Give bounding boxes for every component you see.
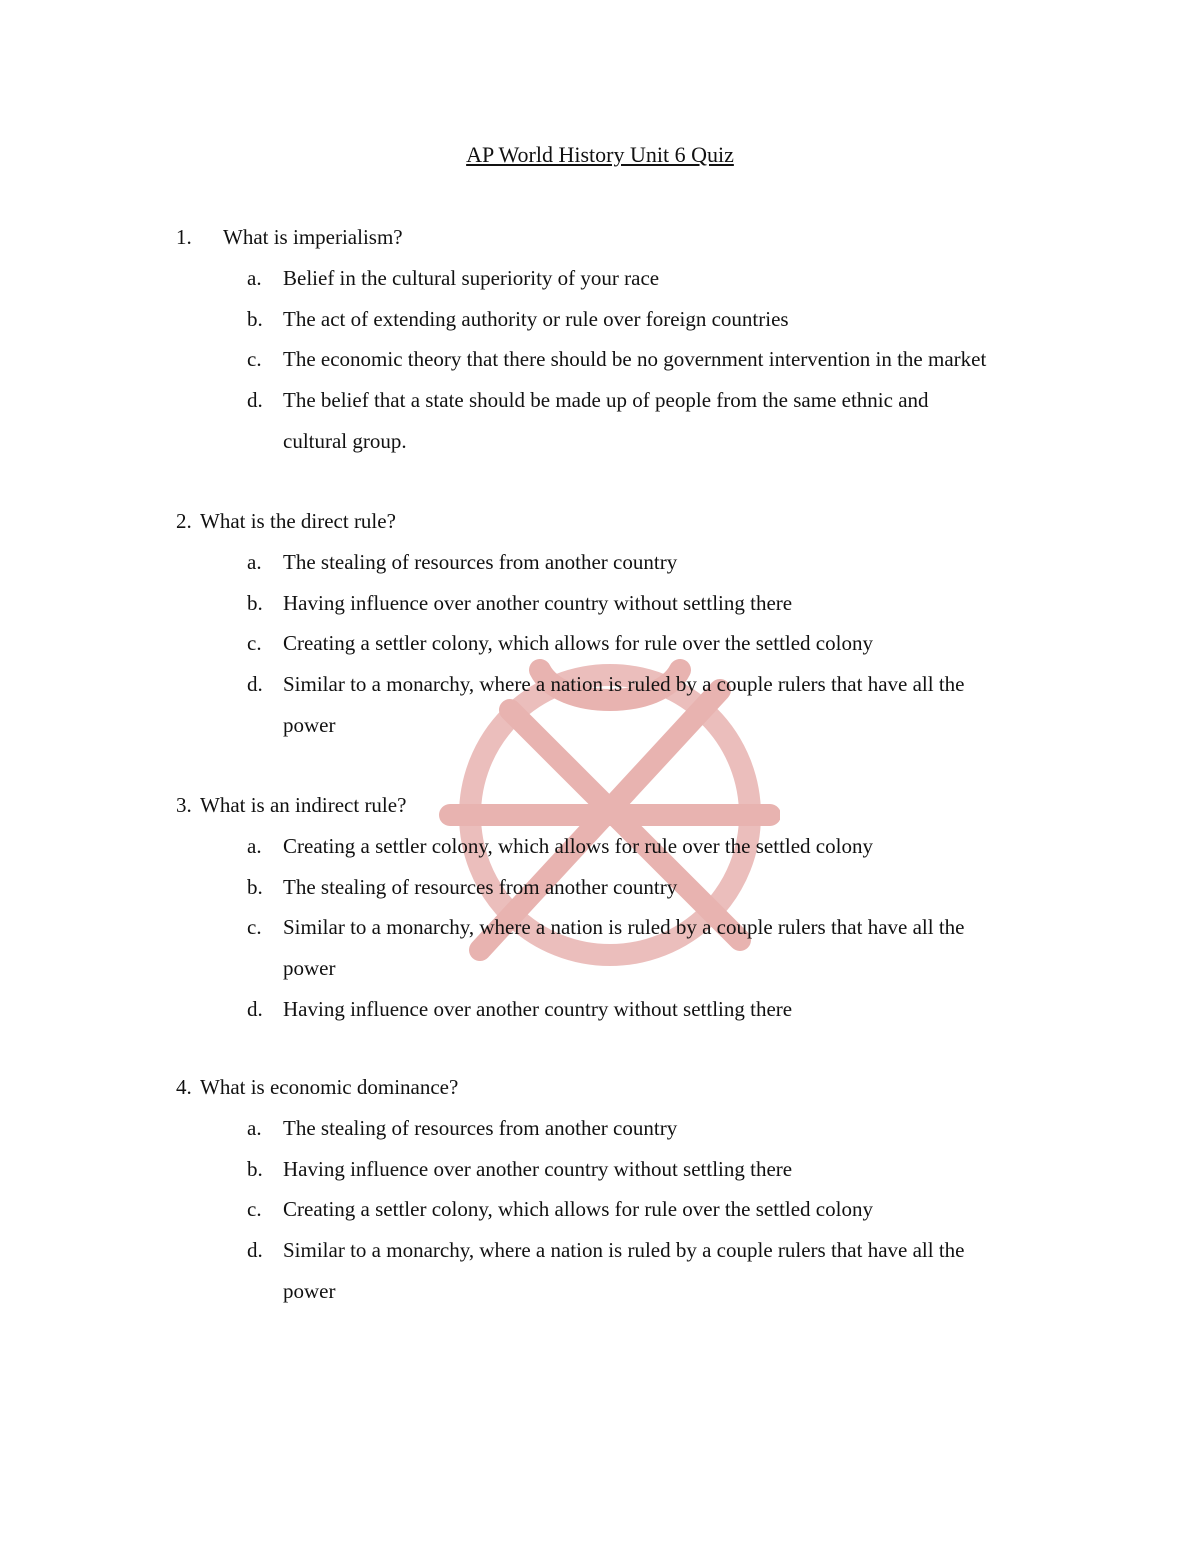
option-letter: b. xyxy=(247,874,263,899)
option-text: power xyxy=(283,1279,336,1303)
option-letter: a. xyxy=(247,265,262,290)
question-text: What is an indirect rule? xyxy=(200,793,407,817)
question-number: 4. xyxy=(176,1075,192,1099)
option-text: power xyxy=(283,713,336,737)
option-text: The stealing of resources from another country xyxy=(283,1115,678,1140)
option-text: The stealing of resources from another country xyxy=(283,874,678,899)
option-text: Having influence over another country without settling there xyxy=(283,1156,793,1181)
question-text: What is the direct rule? xyxy=(200,509,396,533)
option-text: The act of extending authority or rule over foreign countries xyxy=(283,306,789,331)
option-letter: c. xyxy=(247,915,262,940)
question-text: What is imperialism? xyxy=(223,225,403,249)
option-text: Similar to a monarchy, where a nation is ruled by a couple rulers that have all the xyxy=(283,915,965,940)
option-text: The belief that a state should be made up of people from the same ethnic and xyxy=(283,388,929,413)
option-letter: b. xyxy=(247,306,263,331)
question-number: 3. xyxy=(176,793,192,817)
option-text: Similar to a monarchy, where a nation is ruled by a couple rulers that have all the xyxy=(283,1238,965,1263)
option-text: Creating a settler colony, which allows for rule over the settled colony xyxy=(283,833,873,858)
option-text: The stealing of resources from another country xyxy=(283,549,678,574)
question-number: 1. xyxy=(176,225,192,249)
option-text: The economic theory that there should be no government intervention in the market xyxy=(283,347,987,372)
option-text: Having influence over another country without settling there xyxy=(283,590,793,615)
option-letter: d. xyxy=(247,388,263,413)
option-text: Belief in the cultural superiority of your race xyxy=(283,265,660,290)
option-text: Similar to a monarchy, where a nation is ruled by a couple rulers that have all the xyxy=(283,672,965,697)
option-text: cultural group. xyxy=(283,429,407,453)
option-letter: d. xyxy=(247,672,263,697)
option-letter: d. xyxy=(247,997,263,1021)
option-text: Creating a settler colony, which allows for rule over the settled colony xyxy=(283,1197,873,1222)
option-letter: c. xyxy=(247,1197,262,1222)
option-text: power xyxy=(283,956,336,981)
option-letter: c. xyxy=(247,631,262,656)
question-text: What is economic dominance? xyxy=(200,1075,459,1099)
option-letter: b. xyxy=(247,1156,263,1181)
option-letter: a. xyxy=(247,1115,262,1140)
option-letter: a. xyxy=(247,833,262,858)
option-letter: c. xyxy=(247,347,262,372)
question-number: 2. xyxy=(176,509,192,533)
option-letter: d. xyxy=(247,1238,263,1263)
option-letter: a. xyxy=(247,549,262,574)
option-letter: b. xyxy=(247,590,263,615)
option-text: Having influence over another country without settling there xyxy=(283,997,793,1021)
page-title: AP World History Unit 6 Quiz xyxy=(466,142,734,167)
option-text: Creating a settler colony, which allows for rule over the settled colony xyxy=(283,631,873,656)
